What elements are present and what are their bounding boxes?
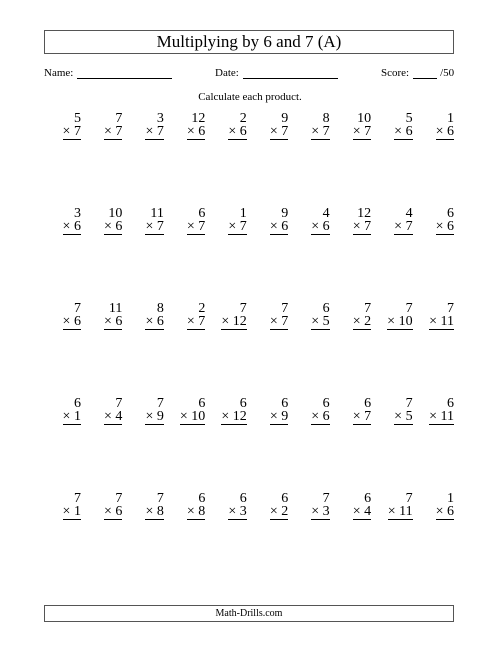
multiplicand: 8 xyxy=(156,301,164,316)
multiplication-problem xyxy=(251,302,288,397)
multiplicand: 6 xyxy=(364,396,372,411)
multiplicand: 2 xyxy=(198,301,206,316)
multiplier: × 8 xyxy=(186,504,206,519)
multiplicand: 6 xyxy=(281,396,289,411)
multiplier: × 8 xyxy=(145,504,164,519)
multiplier: × 6 xyxy=(186,124,206,139)
score-field xyxy=(381,66,454,79)
multiplicand: 5 xyxy=(405,111,413,126)
multiplication-problem xyxy=(376,207,413,302)
multiplier: × 10 xyxy=(179,409,206,424)
multiplication-problem xyxy=(417,207,454,302)
multiplier: × 6 xyxy=(62,314,81,329)
multiplicand: 3 xyxy=(73,206,81,221)
multiplier: × 7 xyxy=(145,219,164,234)
date-label: Date: xyxy=(215,67,239,79)
multiplier: × 7 xyxy=(352,124,372,139)
multiplicand: 6 xyxy=(198,491,206,506)
multiplicand: 9 xyxy=(281,206,289,221)
multiplicand: 7 xyxy=(405,301,413,316)
multiplication-problem xyxy=(293,207,330,302)
multiplication-problem xyxy=(251,492,288,587)
multiplier: × 7 xyxy=(62,124,81,139)
multiplication-problem xyxy=(127,112,164,207)
multiplier: × 7 xyxy=(228,219,247,234)
multiplicand: 11 xyxy=(150,206,164,221)
multiplier: × 7 xyxy=(269,314,289,329)
multiplication-problem xyxy=(293,302,330,397)
multiplier: × 6 xyxy=(62,219,81,234)
multiplication-problem xyxy=(44,207,81,302)
multiplier: × 7 xyxy=(269,124,289,139)
multiplicand: 12 xyxy=(357,206,372,221)
multiplicand: 3 xyxy=(156,111,164,126)
multiplicand: 6 xyxy=(198,206,206,221)
multiplication-problem xyxy=(417,302,454,397)
multiplicand: 7 xyxy=(73,491,81,506)
multiplier: × 6 xyxy=(311,409,330,424)
multiplication-problem xyxy=(334,492,371,587)
multiplication-problem xyxy=(210,302,247,397)
multiplication-problem xyxy=(168,492,205,587)
multiplier: × 6 xyxy=(269,219,289,234)
multiplier: × 6 xyxy=(435,219,455,234)
multiplier: × 6 xyxy=(104,219,123,234)
multiplier: × 6 xyxy=(104,504,123,519)
multiplier: × 2 xyxy=(269,504,289,519)
multiplicand: 6 xyxy=(281,491,289,506)
footer: Math-Drills.com xyxy=(44,605,454,622)
multiplicand: 7 xyxy=(115,111,123,126)
multiplication-problem xyxy=(168,112,205,207)
multiplication-problem xyxy=(127,397,164,492)
multiplicand: 1 xyxy=(239,206,247,221)
date-field xyxy=(215,66,338,79)
multiplier: × 4 xyxy=(352,504,372,519)
multiplier: × 7 xyxy=(104,124,123,139)
multiplier: × 5 xyxy=(394,409,413,424)
multiplication-problem xyxy=(334,207,371,302)
multiplier: × 1 xyxy=(62,409,81,424)
multiplication-problem xyxy=(85,207,122,302)
multiplication-problem xyxy=(334,302,371,397)
multiplicand: 7 xyxy=(405,396,413,411)
multiplication-problem xyxy=(376,302,413,397)
multiplier: × 7 xyxy=(145,124,164,139)
score-label: Score: xyxy=(381,67,410,79)
multiplication-problem xyxy=(44,492,81,587)
multiplication-problem xyxy=(376,492,413,587)
problem-row xyxy=(44,207,454,302)
multiplication-problem xyxy=(127,492,164,587)
multiplier: × 6 xyxy=(435,504,455,519)
multiplication-problem xyxy=(251,207,288,302)
multiplicand: 4 xyxy=(322,206,330,221)
multiplication-problem xyxy=(417,112,454,207)
multiplication-problem xyxy=(334,397,371,492)
multiplicand: 7 xyxy=(156,396,164,411)
name-line xyxy=(77,66,172,79)
score-total: /50 xyxy=(440,67,455,79)
multiplier: × 6 xyxy=(228,124,247,139)
multiplication-problem xyxy=(127,302,164,397)
problem-row xyxy=(44,112,454,207)
problem-row xyxy=(44,302,454,397)
multiplication-problem xyxy=(376,397,413,492)
multiplicand: 7 xyxy=(322,491,330,506)
multiplication-problem xyxy=(417,492,454,587)
multiplicand: 6 xyxy=(322,301,330,316)
multiplicand: 4 xyxy=(405,206,413,221)
multiplicand: 1 xyxy=(447,111,455,126)
multiplication-problem xyxy=(334,112,371,207)
multiplier: × 3 xyxy=(228,504,247,519)
multiplicand: 12 xyxy=(191,111,206,126)
worksheet-title: Multiplying by 6 and 7 (A) xyxy=(44,30,454,54)
multiplier: × 11 xyxy=(387,504,413,519)
multiplicand: 10 xyxy=(108,206,123,221)
multiplicand: 7 xyxy=(73,301,81,316)
multiplier: × 6 xyxy=(145,314,164,329)
multiplicand: 7 xyxy=(115,396,123,411)
multiplier: × 7 xyxy=(311,124,330,139)
multiplier: × 7 xyxy=(394,219,413,234)
multiplier: × 7 xyxy=(186,219,206,234)
problem-grid xyxy=(44,112,454,587)
multiplication-problem xyxy=(293,397,330,492)
multiplier: × 10 xyxy=(387,314,413,329)
multiplicand: 6 xyxy=(322,396,330,411)
multiplicand: 11 xyxy=(108,301,123,316)
multiplicand: 9 xyxy=(281,111,289,126)
multiplication-problem xyxy=(85,112,122,207)
multiplicand: 1 xyxy=(447,491,455,506)
instructions: Calculate each product. xyxy=(198,91,302,103)
name-field xyxy=(44,66,172,79)
multiplicand: 6 xyxy=(239,396,247,411)
multiplication-problem xyxy=(168,302,205,397)
multiplier: × 7 xyxy=(352,409,372,424)
multiplicand: 7 xyxy=(239,301,247,316)
multiplicand: 6 xyxy=(73,396,81,411)
multiplier: × 2 xyxy=(352,314,372,329)
multiplicand: 6 xyxy=(364,491,372,506)
multiplier: × 11 xyxy=(429,409,455,424)
multiplication-problem xyxy=(85,492,122,587)
multiplication-problem xyxy=(251,397,288,492)
multiplicand: 7 xyxy=(115,491,123,506)
multiplier: × 7 xyxy=(352,219,372,234)
multiplicand: 6 xyxy=(447,396,455,411)
multiplier: × 12 xyxy=(221,409,247,424)
multiplicand: 6 xyxy=(447,206,455,221)
multiplicand: 7 xyxy=(281,301,289,316)
multiplicand: 7 xyxy=(447,301,455,316)
name-label: Name: xyxy=(44,67,74,79)
problem-row xyxy=(44,397,454,492)
multiplication-problem xyxy=(44,302,81,397)
multiplier: × 7 xyxy=(186,314,206,329)
multiplicand: 2 xyxy=(239,111,247,126)
date-line xyxy=(243,66,338,79)
score-line xyxy=(413,66,437,79)
multiplier: × 9 xyxy=(269,409,289,424)
multiplicand: 5 xyxy=(73,111,81,126)
multiplication-problem xyxy=(251,112,288,207)
multiplication-problem xyxy=(210,397,247,492)
multiplication-problem xyxy=(44,397,81,492)
multiplicand: 7 xyxy=(364,301,372,316)
multiplication-problem xyxy=(210,492,247,587)
multiplication-problem xyxy=(376,112,413,207)
multiplication-problem xyxy=(44,112,81,207)
multiplier: × 4 xyxy=(104,409,123,424)
multiplication-problem xyxy=(210,207,247,302)
multiplier: × 6 xyxy=(435,124,455,139)
multiplicand: 7 xyxy=(156,491,164,506)
multiplicand: 10 xyxy=(357,111,372,126)
multiplier: × 6 xyxy=(394,124,413,139)
multiplicand: 6 xyxy=(239,491,247,506)
multiplication-problem xyxy=(293,112,330,207)
multiplication-problem xyxy=(127,207,164,302)
multiplier: × 6 xyxy=(311,219,330,234)
multiplicand: 8 xyxy=(322,111,330,126)
multiplier: × 1 xyxy=(62,504,81,519)
multiplicand: 6 xyxy=(198,396,206,411)
multiplier: × 6 xyxy=(104,314,123,329)
multiplier: × 11 xyxy=(429,314,455,329)
multiplication-problem xyxy=(210,112,247,207)
multiplication-problem xyxy=(168,207,205,302)
problem-row xyxy=(44,492,454,587)
multiplication-problem xyxy=(85,302,122,397)
multiplier: × 9 xyxy=(145,409,164,424)
multiplication-problem xyxy=(417,397,454,492)
multiplier: × 3 xyxy=(311,504,330,519)
multiplicand: 7 xyxy=(405,491,413,506)
multiplication-problem xyxy=(85,397,122,492)
multiplication-problem xyxy=(293,492,330,587)
multiplier: × 12 xyxy=(221,314,247,329)
multiplication-problem xyxy=(168,397,205,492)
multiplier: × 5 xyxy=(311,314,330,329)
